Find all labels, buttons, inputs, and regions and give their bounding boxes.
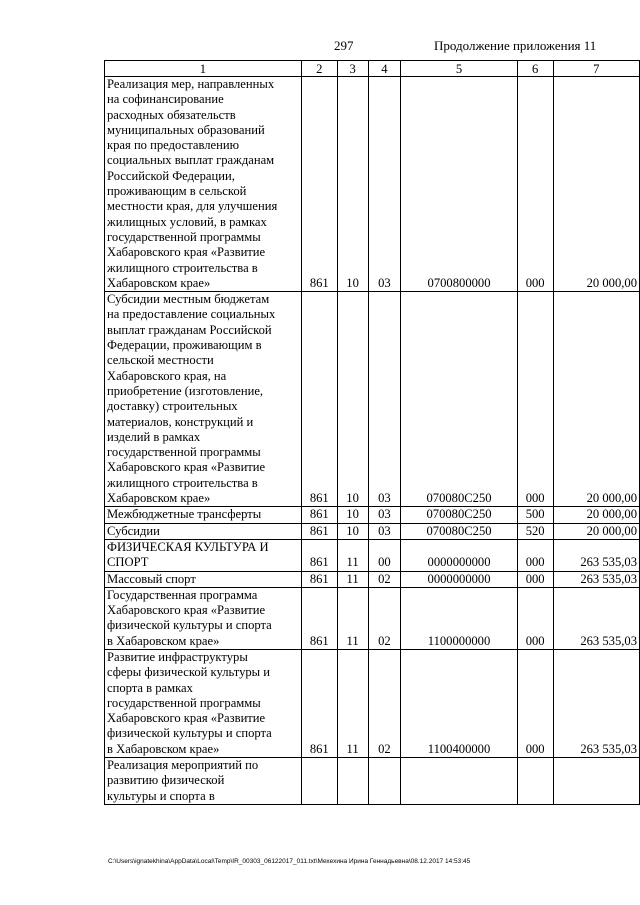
- admin-code-cell: 861: [301, 587, 337, 649]
- section-code-cell: 11: [337, 587, 368, 649]
- table-row: [105, 77, 640, 292]
- admin-code-cell: 861: [301, 539, 337, 571]
- appendix-continuation-label: Продолжение приложения 11: [434, 38, 597, 53]
- target-article-cell: 070080С250: [401, 507, 517, 523]
- row-name-line: сферы физической культуры и: [107, 665, 271, 680]
- row-name-line: Субсидии местным бюджетам: [107, 292, 270, 307]
- column-header-row: [105, 61, 640, 77]
- row-name-line: материалов, конструкций и: [107, 414, 254, 429]
- admin-code-cell: 861: [301, 649, 337, 757]
- column-header: 7: [553, 61, 639, 77]
- row-name-line: Хабаровского края «Развитие: [107, 603, 266, 618]
- row-name-cell: [105, 292, 302, 507]
- row-name-line: муниципальных образований: [107, 122, 265, 137]
- row-name-line: изделий в рамках: [107, 429, 201, 444]
- row-name-line: ФИЗИЧЕСКАЯ КУЛЬТУРА И: [107, 539, 269, 554]
- subsection-code-cell: 02: [368, 571, 401, 587]
- admin-code-cell: 861: [301, 523, 337, 539]
- row-name-cell: [105, 649, 302, 757]
- row-name-line: доставку) строительных: [107, 399, 238, 414]
- subsection-code-cell: 03: [368, 77, 401, 292]
- row-name-line: Хабаровского края «Развитие: [107, 711, 266, 726]
- row-name-cell: [105, 507, 302, 523]
- row-name-line: в Хабаровском крае»: [107, 633, 220, 648]
- row-name-line: Развитие инфраструктуры: [107, 649, 248, 664]
- column-header: 4: [368, 61, 401, 77]
- expense-type-cell: 000: [517, 77, 553, 292]
- row-name-line: Массовый спорт: [107, 571, 196, 586]
- table-row: [105, 649, 640, 757]
- table-row: [105, 571, 640, 587]
- row-name-line: государственной программы: [107, 445, 261, 460]
- row-name-line: Межбюджетные трансферты: [107, 507, 262, 522]
- section-code-cell: 10: [337, 507, 368, 523]
- admin-code-cell: 861: [301, 571, 337, 587]
- row-name-line: культуры и спорта в: [107, 788, 215, 803]
- row-name-line: спорта в рамках: [107, 680, 193, 695]
- admin-code-cell: 861: [301, 77, 337, 292]
- target-article-cell: [401, 758, 517, 805]
- target-article-cell: 0000000000: [401, 571, 517, 587]
- target-article-cell: 0000000000: [401, 539, 517, 571]
- row-name-line: физической культуры и спорта: [107, 726, 272, 741]
- table-body: [105, 77, 640, 805]
- row-name-line: Реализация мероприятий по: [107, 758, 259, 773]
- target-article-cell: 070080С250: [401, 292, 517, 507]
- column-header: 6: [517, 61, 553, 77]
- admin-code-cell: 861: [301, 292, 337, 507]
- row-name-line: социальных выплат гражданам: [107, 153, 275, 168]
- subsection-code-cell: 03: [368, 507, 401, 523]
- row-name-line: Хабаровском крае»: [107, 491, 211, 506]
- expense-type-cell: 000: [517, 292, 553, 507]
- row-name-line: Хабаровском крае»: [107, 275, 211, 290]
- amount-cell: 263 535,03: [553, 539, 639, 571]
- column-header: 3: [337, 61, 368, 77]
- row-name-cell: [105, 77, 302, 292]
- row-name-cell: [105, 523, 302, 539]
- row-name-line: Государственная программа: [107, 587, 258, 602]
- table-row: [105, 758, 640, 805]
- amount-cell: 263 535,03: [553, 571, 639, 587]
- row-name-line: Хабаровского края, на: [107, 368, 227, 383]
- target-article-cell: 070080С250: [401, 523, 517, 539]
- expense-type-cell: 000: [517, 649, 553, 757]
- row-name-line: расходных обязательств: [107, 107, 236, 122]
- amount-cell: 20 000,00: [553, 523, 639, 539]
- section-code-cell: [337, 758, 368, 805]
- row-name-line: СПОРТ: [107, 555, 149, 570]
- expense-type-cell: 000: [517, 571, 553, 587]
- subsection-code-cell: 03: [368, 292, 401, 507]
- budget-table: [104, 60, 640, 805]
- table-row: [105, 507, 640, 523]
- row-name-line: в Хабаровском крае»: [107, 741, 220, 756]
- subsection-code-cell: 00: [368, 539, 401, 571]
- table-row: [105, 523, 640, 539]
- row-name-cell: [105, 587, 302, 649]
- row-name-line: на предоставление социальных: [107, 307, 276, 322]
- row-name-line: развитию физической: [107, 773, 225, 788]
- row-name-line: на софинансирование: [107, 92, 224, 107]
- column-header: 1: [105, 61, 302, 77]
- table-row: [105, 587, 640, 649]
- row-name-line: края по предоставлению: [107, 138, 239, 153]
- admin-code-cell: [301, 758, 337, 805]
- expense-type-cell: 000: [517, 539, 553, 571]
- section-code-cell: 10: [337, 523, 368, 539]
- section-code-cell: 10: [337, 77, 368, 292]
- column-header: 2: [301, 61, 337, 77]
- row-name-line: выплат гражданам Российской: [107, 322, 272, 337]
- subsection-code-cell: [368, 758, 401, 805]
- row-name-line: жилищных условий, в рамках: [107, 214, 267, 229]
- column-header: 5: [401, 61, 517, 77]
- row-name-line: государственной программы: [107, 695, 261, 710]
- target-article-cell: 0700800000: [401, 77, 517, 292]
- subsection-code-cell: 02: [368, 649, 401, 757]
- row-name-line: Реализация мер, направленных: [107, 77, 275, 91]
- expense-type-cell: 000: [517, 587, 553, 649]
- amount-cell: 20 000,00: [553, 77, 639, 292]
- row-name-line: Российской Федерации,: [107, 168, 235, 183]
- subsection-code-cell: 02: [368, 587, 401, 649]
- row-name-line: физической культуры и спорта: [107, 618, 272, 633]
- amount-cell: 20 000,00: [553, 292, 639, 507]
- row-name-line: Федерации, проживающим в: [107, 338, 262, 353]
- subsection-code-cell: 03: [368, 523, 401, 539]
- expense-type-cell: [517, 758, 553, 805]
- amount-cell: 263 535,03: [553, 587, 639, 649]
- section-code-cell: 11: [337, 649, 368, 757]
- target-article-cell: 1100000000: [401, 587, 517, 649]
- row-name-line: государственной программы: [107, 229, 261, 244]
- amount-cell: 263 535,03: [553, 649, 639, 757]
- row-name-cell: [105, 571, 302, 587]
- row-name-line: местности края, для улучшения: [107, 199, 278, 214]
- amount-cell: [553, 758, 639, 805]
- row-name-line: Хабаровского края «Развитие: [107, 245, 266, 260]
- admin-code-cell: 861: [301, 507, 337, 523]
- row-name-line: жилищного строительства в: [107, 475, 258, 490]
- row-name-cell: [105, 758, 302, 805]
- section-code-cell: 11: [337, 539, 368, 571]
- expense-type-cell: 500: [517, 507, 553, 523]
- page-number: 297: [334, 38, 354, 53]
- amount-cell: 20 000,00: [553, 507, 639, 523]
- expense-type-cell: 520: [517, 523, 553, 539]
- row-name-line: приобретение (изготовление,: [107, 383, 264, 398]
- target-article-cell: 1100400000: [401, 649, 517, 757]
- table-row: [105, 292, 640, 507]
- section-code-cell: 10: [337, 292, 368, 507]
- section-code-cell: 11: [337, 571, 368, 587]
- file-path-footer: C:\Users\ignatekhina\AppData\Local\Temp\IR_00303_06122017_011.txt\Мехехина Ирина Геннадьевна\08.12.2017 14:53:45: [108, 858, 471, 865]
- row-name-line: жилищного строительства в: [107, 260, 258, 275]
- row-name-line: Хабаровского края «Развитие: [107, 460, 266, 475]
- row-name-line: сельской местности: [107, 353, 214, 368]
- page-header: [0, 38, 640, 58]
- row-name-line: Субсидии: [107, 523, 160, 538]
- row-name-line: проживающим в сельской: [107, 184, 247, 199]
- table-row: [105, 539, 640, 571]
- row-name-cell: [105, 539, 302, 571]
